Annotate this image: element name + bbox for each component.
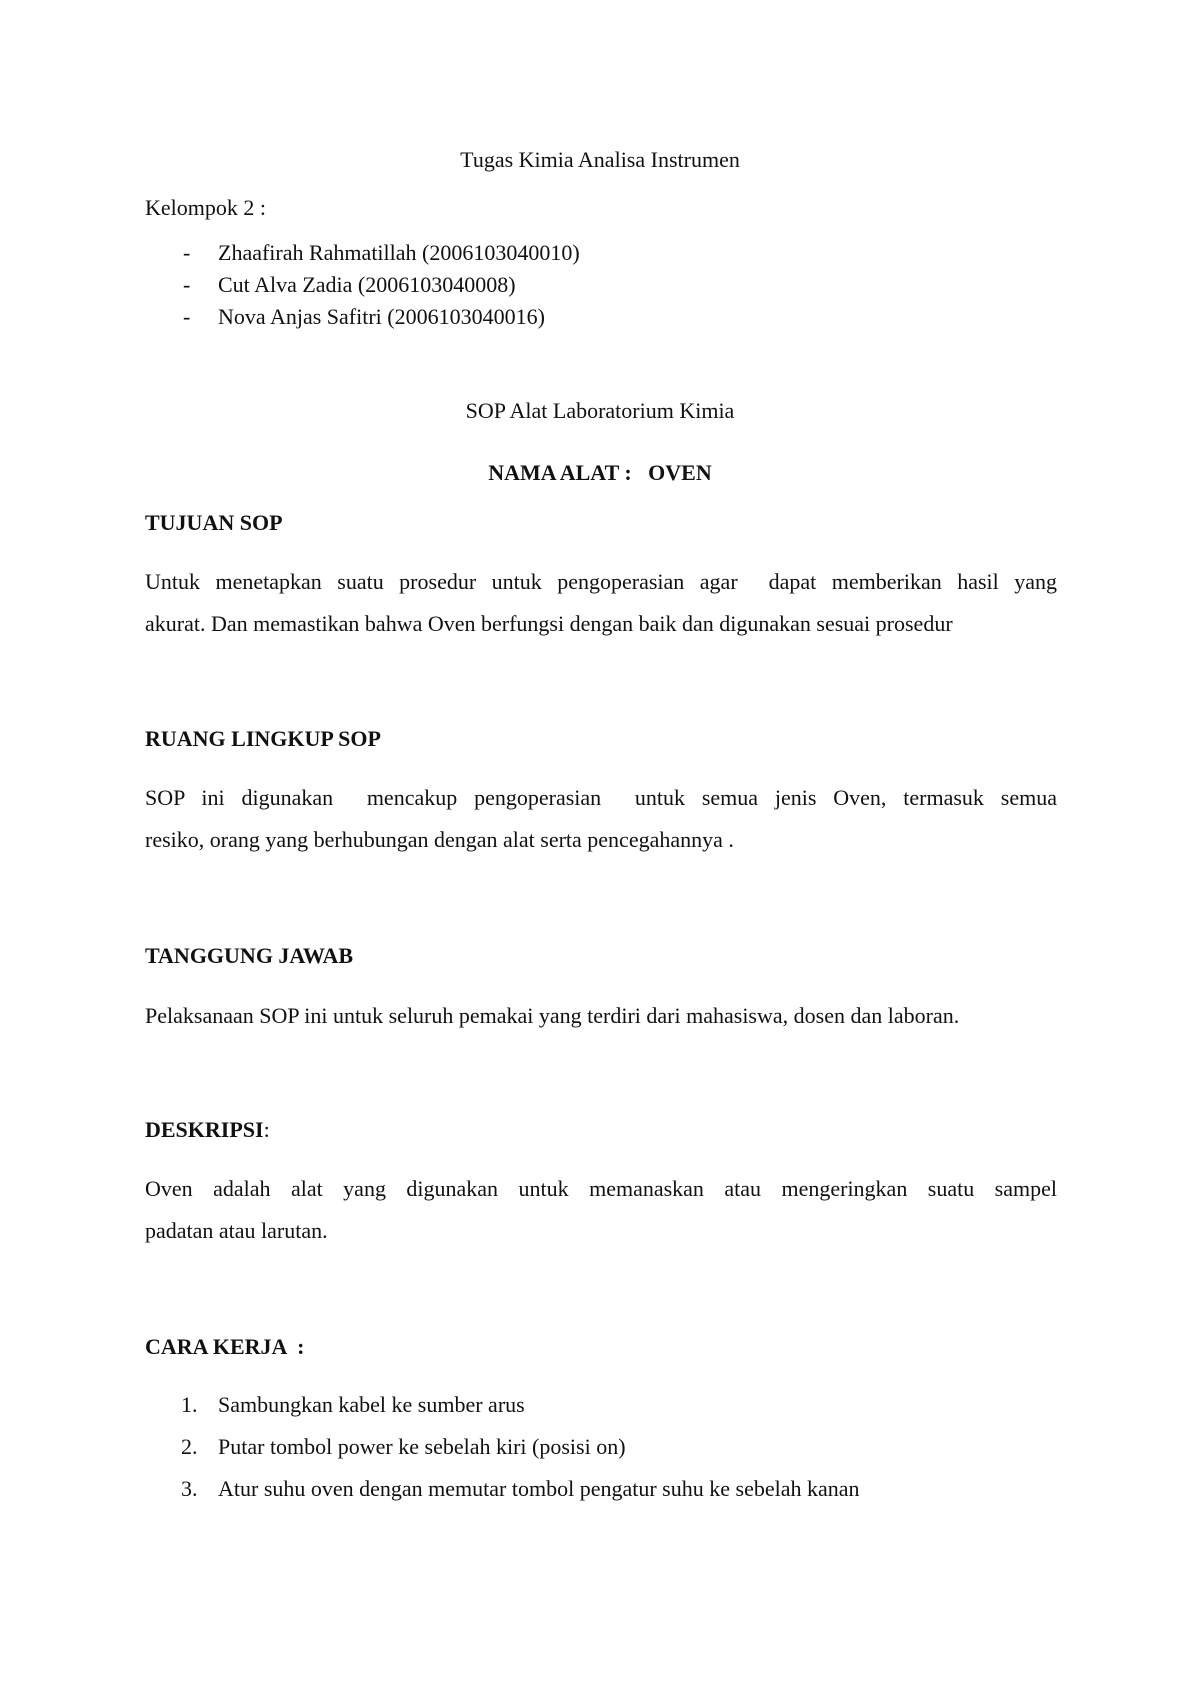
step-number: 3.: [181, 1476, 198, 1501]
paragraph-line: padatan atau larutan.: [145, 1218, 328, 1243]
section-heading-ruang-lingkup: RUANG LINGKUP SOP: [145, 726, 381, 751]
tool-name-heading: NAMA ALAT : OVEN: [488, 460, 712, 485]
list-bullet: -: [183, 272, 191, 297]
document-title: Tugas Kimia Analisa Instrumen: [460, 147, 740, 172]
step-text: Putar tombol power ke sebelah kiri (posisi on): [218, 1434, 626, 1459]
step-number: 2.: [181, 1434, 198, 1459]
section-body-ruang-lingkup: [145, 777, 1057, 861]
section-body-deskripsi: [145, 1168, 1057, 1252]
group-label: Kelompok 2 :: [145, 195, 266, 220]
paragraph-line: Oven adalah alat yang digunakan untuk memanaskan atau mengeringkan suatu sampel: [145, 1176, 1057, 1201]
section-heading-deskripsi: [145, 1116, 270, 1144]
paragraph-line: akurat. Dan memastikan bahwa Oven berfungsi dengan baik dan digunakan sesuai prosedur: [145, 611, 953, 636]
section-body-tujuan: [145, 561, 1057, 645]
deskripsi-heading-text: DESKRIPSI: [145, 1117, 264, 1142]
list-bullet: -: [183, 304, 191, 329]
list-bullet: -: [183, 240, 191, 265]
paragraph-line: resiko, orang yang berhubungan dengan alat serta pencegahannya .: [145, 827, 734, 852]
document-subtitle: SOP Alat Laboratorium Kimia: [465, 398, 735, 423]
member-name: Nova Anjas Safitri (2006103040016): [218, 304, 545, 329]
member-name: Cut Alva Zadia (2006103040008): [218, 272, 516, 297]
section-heading-tujuan: TUJUAN SOP: [145, 510, 283, 535]
member-name: Zhaafirah Rahmatillah (2006103040010): [218, 240, 580, 265]
section-heading-tanggung-jawab: TANGGUNG JAWAB: [145, 943, 354, 968]
step-number: 1.: [181, 1392, 198, 1417]
deskripsi-heading-suffix: :: [263, 1117, 270, 1142]
section-heading-cara-kerja: CARA KERJA :: [145, 1334, 305, 1359]
step-text: Sambungkan kabel ke sumber arus: [218, 1392, 525, 1417]
paragraph-line: SOP ini digunakan mencakup pengoperasian untuk semua jenis Oven, termasuk semua: [145, 785, 1057, 810]
section-body-tanggung-jawab: Pelaksanaan SOP ini untuk seluruh pemakai yang terdiri dari mahasiswa, dosen dan laboran.: [145, 1003, 960, 1028]
paragraph-line: Untuk menetapkan suatu prosedur untuk pengoperasian agar dapat memberikan hasil yang: [145, 569, 1057, 594]
step-text: Atur suhu oven dengan memutar tombol pengatur suhu ke sebelah kanan: [218, 1476, 860, 1501]
